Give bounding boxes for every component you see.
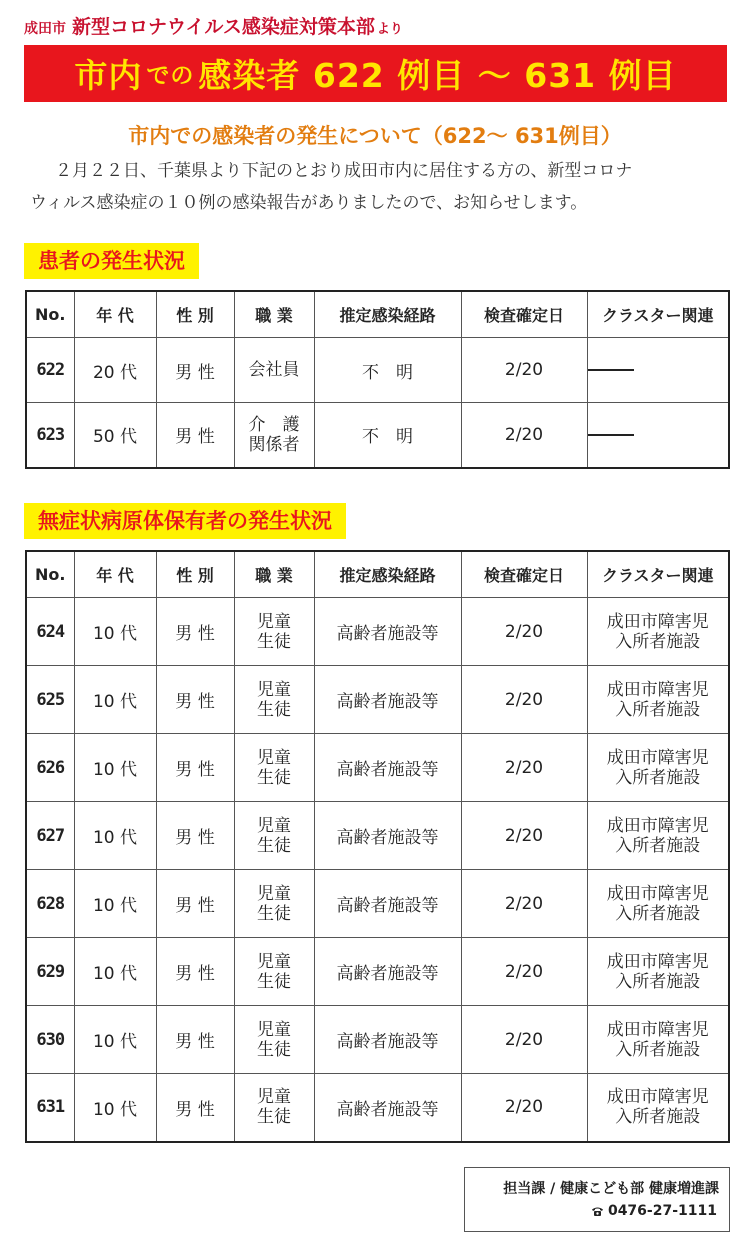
column-header: 検査確定日 bbox=[461, 551, 587, 598]
phone-icon bbox=[591, 1206, 604, 1217]
cluster-relation bbox=[587, 870, 729, 938]
case-number: 626 bbox=[26, 734, 74, 802]
infection-route: 高齢者施設等 bbox=[314, 598, 461, 666]
confirmed-date: 2/20 bbox=[461, 734, 587, 802]
column-header: 職 業 bbox=[234, 551, 314, 598]
column-header: 年 代 bbox=[74, 551, 156, 598]
occupation bbox=[234, 1074, 314, 1142]
header-city: 成田市 bbox=[24, 21, 66, 37]
case-number: 624 bbox=[26, 598, 74, 666]
table-row bbox=[26, 1006, 729, 1074]
case-number: 627 bbox=[26, 802, 74, 870]
patients-table bbox=[25, 290, 730, 469]
banner-part-1: 市内 bbox=[74, 56, 143, 95]
cluster-line: 入所者施設 bbox=[615, 1107, 701, 1128]
case-number: 631 bbox=[26, 1074, 74, 1142]
column-header: No. bbox=[26, 291, 74, 338]
occupation bbox=[234, 403, 314, 468]
banner-part-3: 感染者 622 例目 ～ 631 例目 bbox=[198, 56, 677, 95]
age-group: 10 代 bbox=[74, 870, 156, 938]
announcement-text bbox=[30, 155, 725, 219]
title-banner bbox=[24, 45, 727, 102]
confirmed-date: 2/20 bbox=[461, 870, 587, 938]
confirmed-date: 2/20 bbox=[461, 1074, 587, 1142]
sex: 男 性 bbox=[156, 338, 234, 403]
occupation-line: 生徒 bbox=[257, 1107, 291, 1128]
confirmed-date: 2/20 bbox=[461, 598, 587, 666]
sex: 男 性 bbox=[156, 403, 234, 468]
occupation-line: 会社員 bbox=[248, 360, 300, 380]
confirmed-date: 2/20 bbox=[461, 666, 587, 734]
cluster-line: 入所者施設 bbox=[615, 971, 701, 992]
cluster-relation bbox=[587, 1074, 729, 1142]
age-group: 10 代 bbox=[74, 666, 156, 734]
sex: 男 性 bbox=[156, 802, 234, 870]
table-row bbox=[26, 403, 729, 468]
occupation-line: 児童 bbox=[257, 1019, 291, 1040]
occupation-line: 関係者 bbox=[248, 434, 300, 455]
column-header: 性 別 bbox=[156, 551, 234, 598]
cluster-line: 入所者施設 bbox=[615, 903, 701, 924]
infection-route: 高齢者施設等 bbox=[314, 734, 461, 802]
contact-department: 担当課 / 健康こども部 健康増進課 bbox=[503, 1181, 719, 1197]
cluster-line: 入所者施設 bbox=[615, 699, 701, 720]
occupation-line: 児童 bbox=[257, 883, 291, 904]
table-header-row bbox=[26, 291, 729, 338]
age-group: 10 代 bbox=[74, 802, 156, 870]
infection-route: 高齢者施設等 bbox=[314, 938, 461, 1006]
column-header: 検査確定日 bbox=[461, 291, 587, 338]
cluster-line: 成田市障害児 bbox=[606, 747, 709, 768]
case-number: 622 bbox=[26, 338, 74, 403]
age-group: 10 代 bbox=[74, 1006, 156, 1074]
banner-part-2: での bbox=[146, 63, 195, 89]
cluster-relation bbox=[587, 338, 729, 403]
age-group: 10 代 bbox=[74, 938, 156, 1006]
announcement-line-1: ２月２２日、千葉県より下記のとおり成田市内に居住する方の、新型コロナ bbox=[55, 161, 633, 181]
infection-route: 不 明 bbox=[314, 338, 461, 403]
occupation-line: 介 護 bbox=[248, 414, 300, 435]
table-row bbox=[26, 802, 729, 870]
cluster-line: 成田市障害児 bbox=[606, 679, 709, 700]
occupation-line: 児童 bbox=[257, 1087, 291, 1108]
occupation bbox=[234, 938, 314, 1006]
sex: 男 性 bbox=[156, 734, 234, 802]
contact-phone-line bbox=[591, 1203, 717, 1219]
sex: 男 性 bbox=[156, 938, 234, 1006]
occupation bbox=[234, 666, 314, 734]
case-number: 629 bbox=[26, 938, 74, 1006]
case-number: 625 bbox=[26, 666, 74, 734]
table-row bbox=[26, 338, 729, 403]
table-header-row bbox=[26, 551, 729, 598]
cluster-relation bbox=[587, 734, 729, 802]
header-department: 新型コロナウイルス感染症対策本部 bbox=[72, 16, 375, 38]
confirmed-date: 2/20 bbox=[461, 338, 587, 403]
confirmed-date: 2/20 bbox=[461, 938, 587, 1006]
header-suffix: より bbox=[376, 22, 403, 37]
confirmed-date: 2/20 bbox=[461, 802, 587, 870]
occupation bbox=[234, 598, 314, 666]
occupation-line: 生徒 bbox=[257, 767, 291, 788]
cluster-line: 入所者施設 bbox=[615, 767, 701, 788]
occupation-line: 児童 bbox=[257, 747, 291, 768]
occupation-line: 生徒 bbox=[257, 699, 291, 720]
occupation-line: 児童 bbox=[257, 611, 291, 632]
occupation bbox=[234, 734, 314, 802]
case-number: 623 bbox=[26, 403, 74, 468]
table-row bbox=[26, 734, 729, 802]
age-group: 10 代 bbox=[74, 598, 156, 666]
cluster-relation bbox=[587, 403, 729, 468]
table-row bbox=[26, 666, 729, 734]
case-number: 630 bbox=[26, 1006, 74, 1074]
cluster-line: 成田市障害児 bbox=[606, 883, 709, 904]
cluster-line: 成田市障害児 bbox=[606, 1019, 709, 1040]
contact-box bbox=[464, 1167, 730, 1232]
header-line bbox=[24, 12, 403, 38]
case-number: 628 bbox=[26, 870, 74, 938]
cluster-line: 入所者施設 bbox=[615, 631, 701, 652]
section-title-asymptomatic: 無症状病原体保有者の発生状況 bbox=[24, 503, 346, 539]
occupation-line: 生徒 bbox=[257, 971, 291, 992]
occupation-line: 生徒 bbox=[257, 631, 291, 652]
age-group: 20 代 bbox=[74, 338, 156, 403]
sex: 男 性 bbox=[156, 666, 234, 734]
column-header: 推定感染経路 bbox=[314, 291, 461, 338]
table-row bbox=[26, 870, 729, 938]
no-cluster-dash bbox=[588, 434, 634, 436]
occupation bbox=[234, 870, 314, 938]
cluster-relation bbox=[587, 802, 729, 870]
table-row bbox=[26, 598, 729, 666]
cluster-line: 成田市障害児 bbox=[606, 611, 709, 632]
occupation bbox=[234, 1006, 314, 1074]
table-row bbox=[26, 938, 729, 1006]
cluster-line: 入所者施設 bbox=[615, 1039, 701, 1060]
contact-phone-number: 0476-27-1111 bbox=[607, 1203, 717, 1219]
occupation bbox=[234, 802, 314, 870]
column-header: 年 代 bbox=[74, 291, 156, 338]
cluster-relation bbox=[587, 666, 729, 734]
occupation-line: 児童 bbox=[257, 815, 291, 836]
infection-route: 高齢者施設等 bbox=[314, 802, 461, 870]
cluster-line: 成田市障害児 bbox=[606, 815, 709, 836]
asymptomatic-table bbox=[25, 550, 730, 1143]
no-cluster-dash bbox=[588, 369, 634, 371]
infection-route: 高齢者施設等 bbox=[314, 666, 461, 734]
sex: 男 性 bbox=[156, 1074, 234, 1142]
occupation bbox=[234, 338, 314, 403]
column-header: クラスター関連 bbox=[587, 291, 729, 338]
column-header: クラスター関連 bbox=[587, 551, 729, 598]
cluster-relation bbox=[587, 598, 729, 666]
cluster-relation bbox=[587, 938, 729, 1006]
cluster-relation bbox=[587, 1006, 729, 1074]
cluster-line: 成田市障害児 bbox=[606, 1087, 709, 1108]
occupation-line: 児童 bbox=[257, 951, 291, 972]
sex: 男 性 bbox=[156, 598, 234, 666]
table-row bbox=[26, 1074, 729, 1142]
column-header: 性 別 bbox=[156, 291, 234, 338]
sex: 男 性 bbox=[156, 870, 234, 938]
column-header: No. bbox=[26, 551, 74, 598]
infection-route: 高齢者施設等 bbox=[314, 870, 461, 938]
infection-route: 高齢者施設等 bbox=[314, 1006, 461, 1074]
infection-route: 高齢者施設等 bbox=[314, 1074, 461, 1142]
column-header: 職 業 bbox=[234, 291, 314, 338]
section-title-patients: 患者の発生状況 bbox=[24, 243, 199, 279]
announcement-line-2: ウィルス感染症の１０例の感染報告がありましたので、お知らせします。 bbox=[30, 193, 588, 213]
age-group: 50 代 bbox=[74, 403, 156, 468]
column-header: 推定感染経路 bbox=[314, 551, 461, 598]
page-subtitle: 市内での感染者の発生について（622～ 631例目） bbox=[128, 124, 622, 148]
cluster-line: 入所者施設 bbox=[615, 835, 701, 856]
occupation-line: 生徒 bbox=[257, 1039, 291, 1060]
occupation-line: 児童 bbox=[257, 679, 291, 700]
cluster-line: 成田市障害児 bbox=[606, 951, 709, 972]
age-group: 10 代 bbox=[74, 734, 156, 802]
occupation-line: 生徒 bbox=[257, 903, 291, 924]
age-group: 10 代 bbox=[74, 1074, 156, 1142]
confirmed-date: 2/20 bbox=[461, 1006, 587, 1074]
sex: 男 性 bbox=[156, 1006, 234, 1074]
occupation-line: 生徒 bbox=[257, 835, 291, 856]
confirmed-date: 2/20 bbox=[461, 403, 587, 468]
infection-route: 不 明 bbox=[314, 403, 461, 468]
